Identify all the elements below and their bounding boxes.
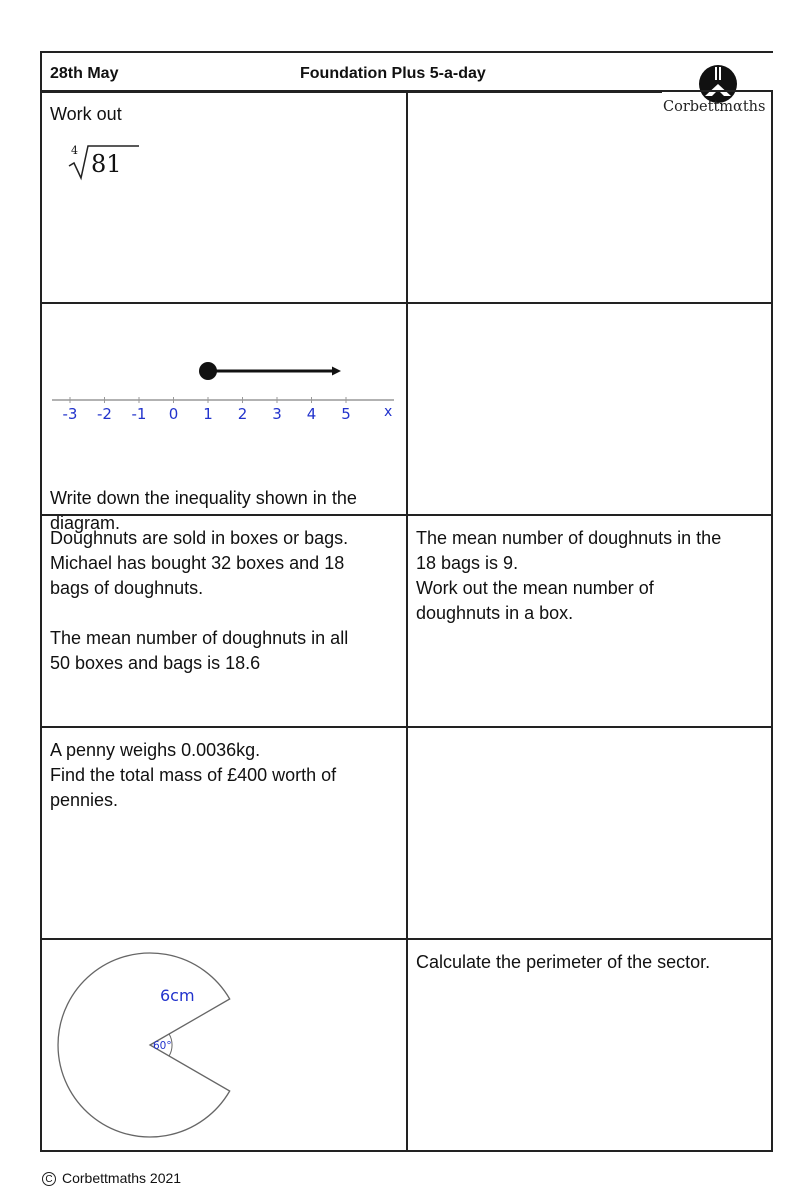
q4-text (50, 738, 336, 813)
tick-label: 0 (168, 405, 179, 423)
tick-label: 4 (306, 405, 317, 423)
q3-right-cell (406, 514, 773, 726)
text-line: Doughnuts are sold in boxes or bags. (50, 528, 349, 548)
sector-shape (58, 953, 230, 1137)
tick-label: 5 (341, 405, 351, 423)
radius-label: 6cm (160, 986, 195, 1005)
sector-diagram (42, 940, 404, 1150)
q1-answer-cell (406, 90, 773, 302)
angle-label: 60° (153, 1040, 172, 1052)
q2-cell (40, 302, 406, 533)
text-line: Find the total mass of £400 worth of (50, 765, 337, 785)
brand-name: Corbettmαths (663, 99, 766, 115)
tick-label: 3 (272, 405, 282, 423)
q1-cell (40, 90, 406, 302)
q4-cell (40, 726, 406, 938)
tick-label: 1 (203, 405, 213, 423)
tick-label: 2 (237, 405, 248, 423)
text-line: doughnuts in a box. (416, 603, 574, 623)
number-line (42, 324, 404, 423)
tick-label: -3 (62, 405, 78, 423)
q4-answer-cell (406, 726, 773, 938)
tick-label: -2 (97, 405, 112, 423)
axis-label: x (384, 404, 393, 420)
text-line: The mean number of doughnuts in the (416, 528, 722, 548)
worksheet-title: Foundation Plus 5-a-day (300, 65, 486, 82)
radicand: 81 (91, 150, 122, 178)
q5-text: Calculate the perimeter of the sector. (416, 952, 711, 972)
footer (42, 1170, 181, 1186)
text-line: 18 bags is 9. (416, 553, 519, 573)
text-line: The mean number of doughnuts in all (50, 628, 349, 648)
q3-left-cell (40, 514, 406, 726)
closed-circle-marker (199, 362, 217, 380)
tick-label: -1 (131, 405, 147, 423)
copyright-text: Corbettmaths 2021 (62, 1170, 182, 1186)
worksheet (40, 51, 773, 1152)
q3-left-text (50, 526, 348, 676)
text-line: 50 boxes and bags is 18.6 (50, 653, 261, 673)
q5-answer-cell (406, 938, 773, 1152)
q2-text: Write down the inequality shown in the diagram. (50, 488, 357, 533)
arrow-head (332, 367, 341, 376)
date-label: 28th May (50, 65, 119, 82)
text-line: Work out the mean number of (416, 578, 654, 598)
q1-prompt: Work out (50, 104, 122, 124)
text-line: pennies. (50, 790, 119, 810)
q2-answer-cell (406, 302, 773, 514)
q3-right-text (416, 526, 721, 626)
q5-cell (40, 938, 406, 1152)
root-index: 4 (71, 144, 78, 157)
copyright-icon: C (42, 1172, 56, 1186)
text-line: Michael has bought 32 boxes and 18 (50, 553, 345, 573)
text-line: A penny weighs 0.0036kg. (50, 740, 261, 760)
text-line: bags of doughnuts. (50, 578, 204, 598)
